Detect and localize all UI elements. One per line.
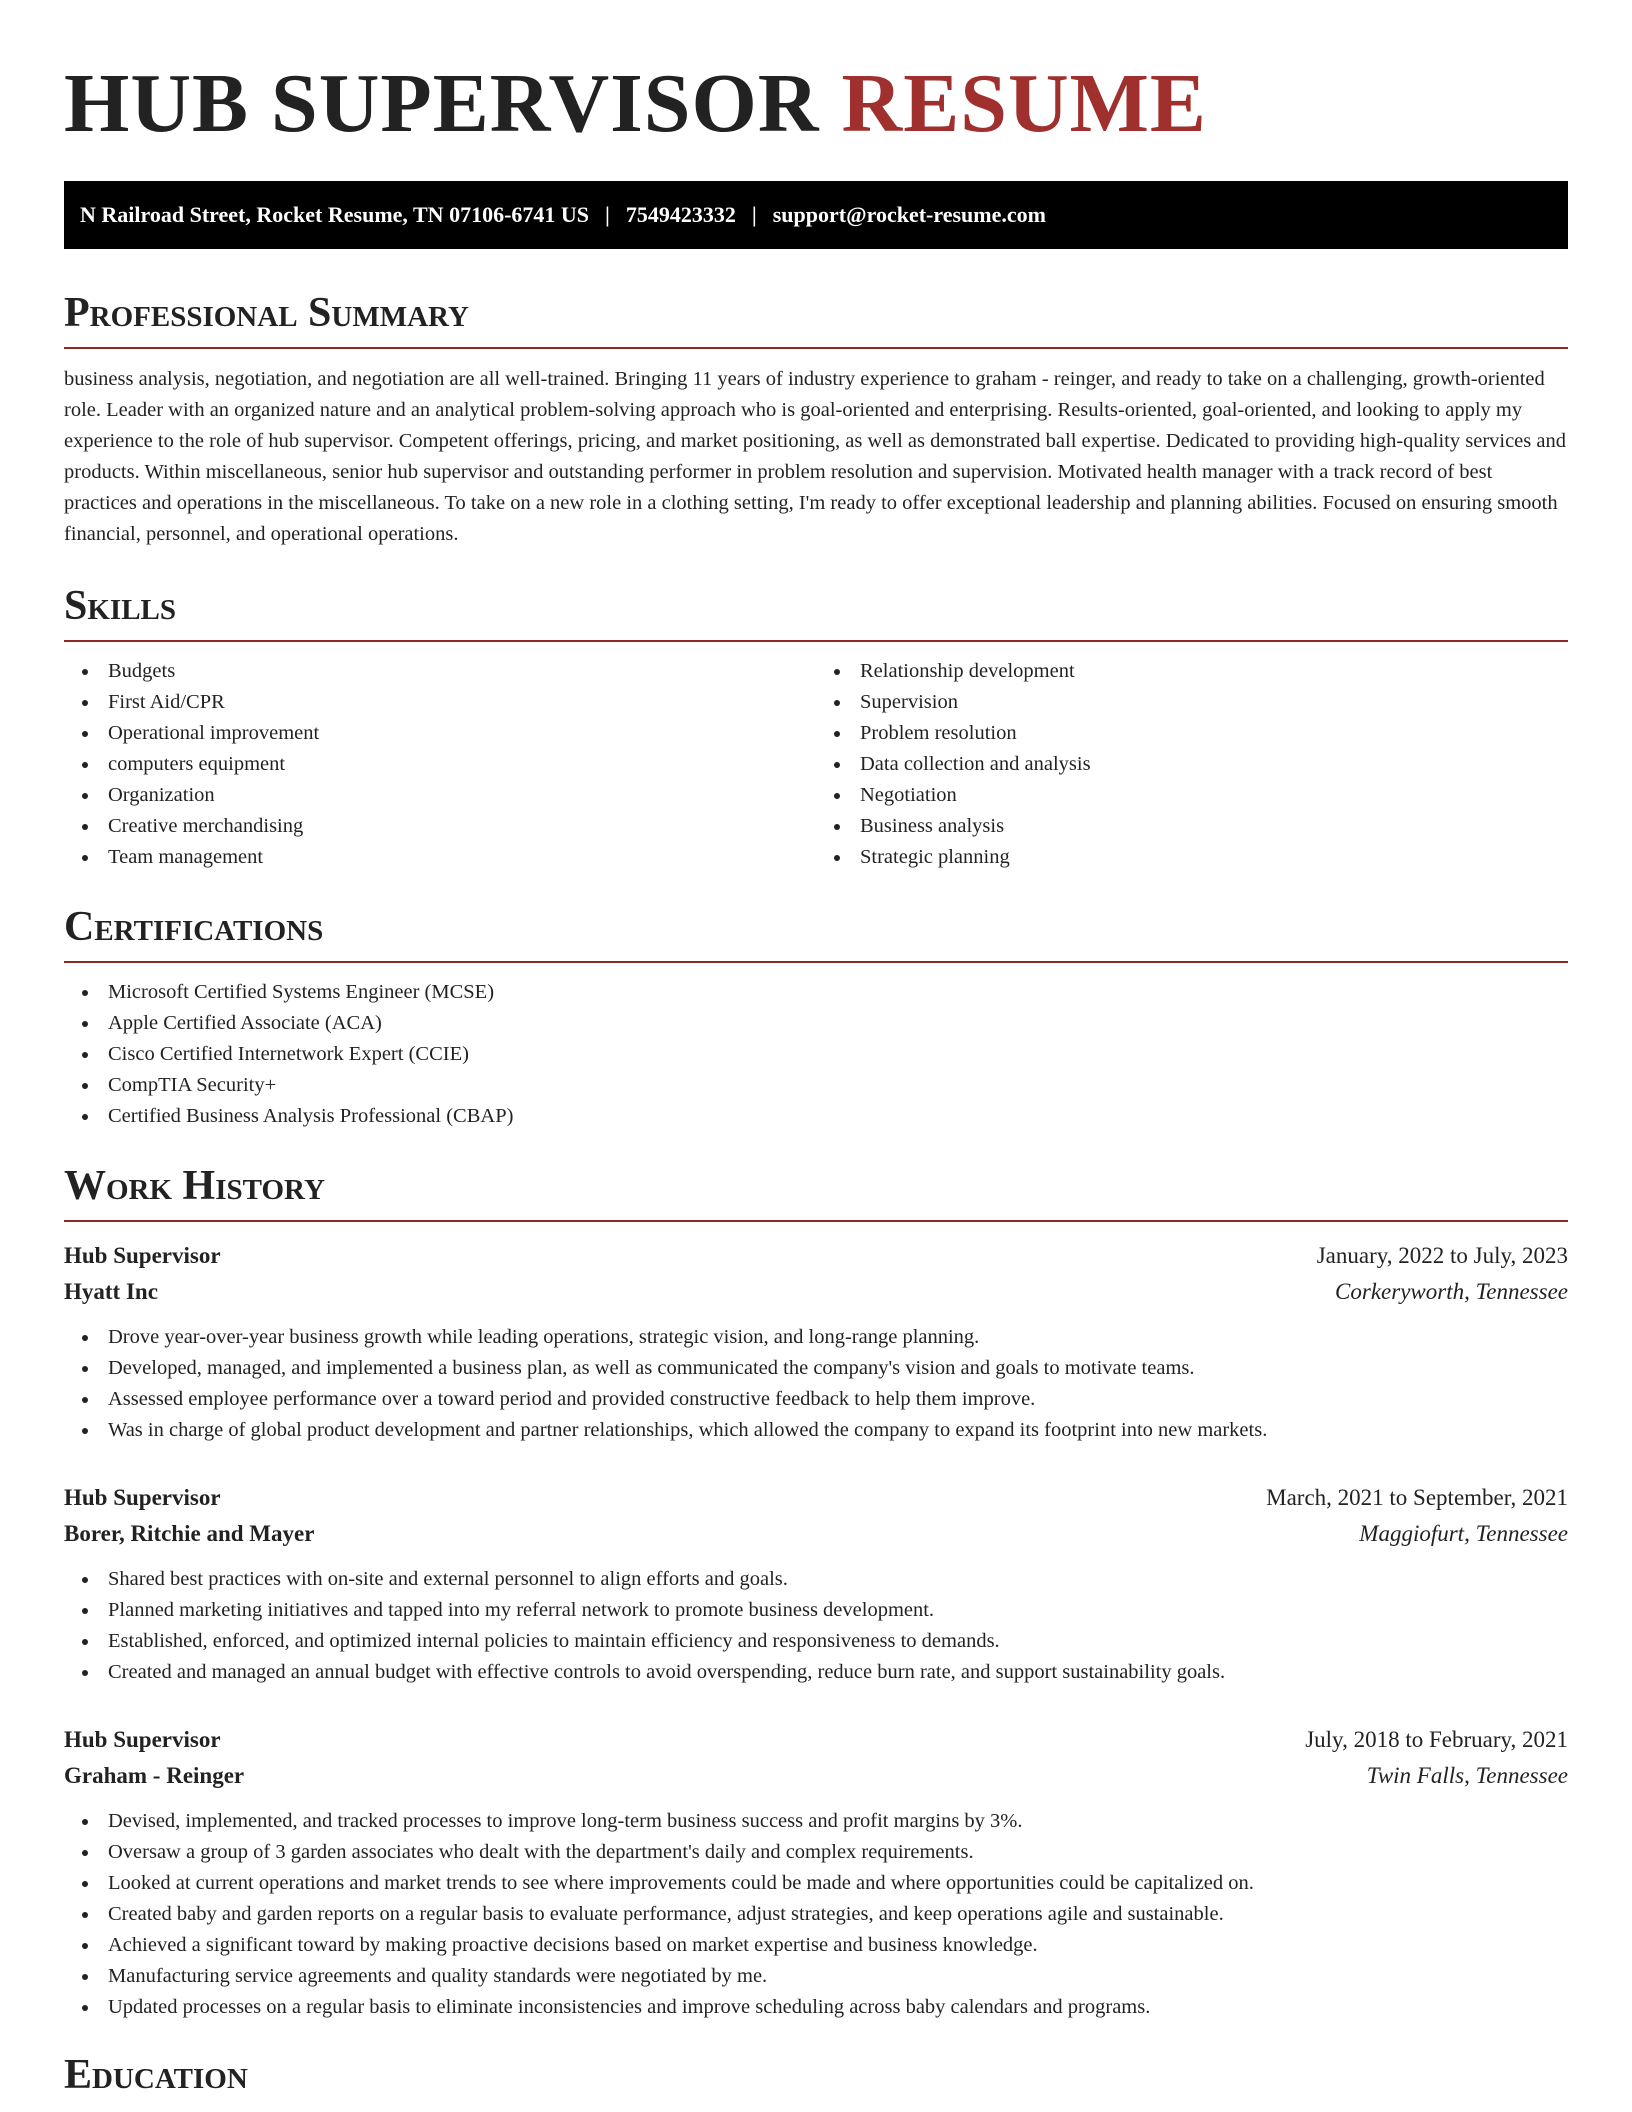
job-title: Hub Supervisor bbox=[64, 1727, 221, 1752]
job-entry bbox=[64, 1722, 1568, 2023]
contact-separator: | bbox=[751, 202, 757, 227]
certification-item: Apple Certified Associate (ACA) bbox=[64, 1008, 1568, 1039]
summary-section bbox=[64, 289, 1568, 550]
job-bullet: Oversaw a group of 3 garden associates who dealt with the department's daily and complex requirements. bbox=[64, 1837, 1568, 1868]
skill-item: computers equipment bbox=[64, 749, 816, 780]
job-bullet: Manufacturing service agreements and quality standards were negotiated by me. bbox=[64, 1961, 1568, 1992]
job-header-row bbox=[64, 1480, 1568, 1516]
job-bullet: Created and managed an annual budget with effective controls to avoid overspending, reduce burn rate, and support sustainability goals. bbox=[64, 1657, 1568, 1688]
job-location: Maggiofurt, Tennessee bbox=[1359, 1521, 1568, 1546]
job-company-row bbox=[64, 1274, 1568, 1310]
skill-item: Team management bbox=[64, 842, 816, 873]
skill-item: Supervision bbox=[816, 687, 1568, 718]
skill-item: Negotiation bbox=[816, 780, 1568, 811]
skill-item: Operational improvement bbox=[64, 718, 816, 749]
contact-separator: | bbox=[605, 202, 610, 227]
skill-item: Problem resolution bbox=[816, 718, 1568, 749]
skill-item: First Aid/CPR bbox=[64, 687, 816, 718]
section-divider bbox=[64, 640, 1568, 642]
job-dates: January, 2022 to July, 2023 bbox=[1316, 1243, 1568, 1268]
job-bullets bbox=[64, 1564, 1568, 1688]
job-dates: March, 2021 to September, 2021 bbox=[1266, 1485, 1568, 1510]
job-dates: July, 2018 to February, 2021 bbox=[1305, 1727, 1568, 1752]
job-bullet: Developed, managed, and implemented a business plan, as well as communicated the company's vision and goals to motivate teams. bbox=[64, 1353, 1568, 1384]
job-entry bbox=[64, 1480, 1568, 1688]
job-bullet: Looked at current operations and market trends to see where improvements could be made and where opportunities could be capitalized on. bbox=[64, 1868, 1568, 1899]
skill-item: Business analysis bbox=[816, 811, 1568, 842]
certification-item: Microsoft Certified Systems Engineer (MCSE) bbox=[64, 977, 1568, 1008]
title-accent: RESUME bbox=[841, 57, 1207, 150]
certifications-section bbox=[64, 903, 1568, 1132]
job-bullet: Planned marketing initiatives and tapped into my referral network to promote business development. bbox=[64, 1595, 1568, 1626]
section-heading-certifications: Certifications bbox=[64, 904, 324, 950]
skills-columns bbox=[64, 656, 1568, 873]
job-header-row bbox=[64, 1238, 1568, 1274]
skill-item: Relationship development bbox=[816, 656, 1568, 687]
education-section bbox=[64, 2051, 1568, 2099]
certification-item: CompTIA Security+ bbox=[64, 1070, 1568, 1101]
job-bullet: Was in charge of global product development and partner relationships, which allowed the company to expand its footprint into new markets. bbox=[64, 1415, 1568, 1446]
job-bullet: Drove year-over-year business growth while leading operations, strategic vision, and long-range planning. bbox=[64, 1322, 1568, 1353]
job-bullet: Established, enforced, and optimized internal policies to maintain efficiency and responsiveness to demands. bbox=[64, 1626, 1568, 1657]
job-company-row bbox=[64, 1516, 1568, 1552]
job-entry bbox=[64, 1238, 1568, 1446]
skills-list-left bbox=[64, 656, 816, 873]
job-company-row bbox=[64, 1758, 1568, 1794]
skill-item: Budgets bbox=[64, 656, 816, 687]
skill-item: Strategic planning bbox=[816, 842, 1568, 873]
title-main: HUB SUPERVISOR bbox=[64, 57, 820, 150]
contact-address: N Railroad Street, Rocket Resume, TN 07106-6741 US bbox=[80, 202, 590, 227]
contact-phone: 7549423332 bbox=[625, 202, 736, 227]
job-bullet: Assessed employee performance over a toward period and provided constructive feedback to help them improve. bbox=[64, 1384, 1568, 1415]
job-bullet: Updated processes on a regular basis to eliminate inconsistencies and improve scheduling across baby calendars and programs. bbox=[64, 1992, 1568, 2023]
job-company: Hyatt Inc bbox=[64, 1279, 158, 1304]
job-title: Hub Supervisor bbox=[64, 1243, 221, 1268]
skill-item: Organization bbox=[64, 780, 816, 811]
summary-text: business analysis, negotiation, and negotiation are all well-trained. Bringing 11 years of industry experience to graham - reinger, and ready to take on a challenging, growth-oriented role. Leader with an organized nature and an analytical problem-solving approach who is goal-oriented and enterprising. Results-oriented, goal-oriented, and looking to apply my experience to the role of hub supervisor. Competent offerings, pricing, and market positioning, as well as demonstrated ball expertise. Dedicated to providing high-quality services and products. Within miscellaneous, senior hub supervisor and outstanding performer in problem resolution and supervision. Motivated health manager with a track record of best practices and operations in the miscellaneous. To take on a new role in a clothing setting, I'm ready to offer exceptional leadership and planning abilities. Focused on ensuring smooth financial, personnel, and operational operations. bbox=[64, 368, 1566, 545]
contact-email: support@rocket-resume.com bbox=[772, 202, 1046, 227]
work-history-section bbox=[64, 1162, 1568, 2023]
contact-bar bbox=[64, 181, 1568, 249]
job-bullets bbox=[64, 1322, 1568, 1446]
skills-list-right bbox=[816, 656, 1568, 873]
job-company: Graham - Reinger bbox=[64, 1763, 245, 1788]
section-heading-summary: Professional Summary bbox=[64, 290, 469, 336]
section-heading-education: Education bbox=[64, 2052, 248, 2098]
job-bullets bbox=[64, 1806, 1568, 2023]
section-heading-skills: Skills bbox=[64, 583, 177, 629]
page-title bbox=[64, 0, 1568, 150]
job-bullet: Shared best practices with on-site and external personnel to align efforts and goals. bbox=[64, 1564, 1568, 1595]
job-location: Corkeryworth, Tennessee bbox=[1335, 1279, 1568, 1304]
certification-item: Cisco Certified Internetwork Expert (CCIE) bbox=[64, 1039, 1568, 1070]
certifications-list bbox=[64, 977, 1568, 1132]
job-bullet: Devised, implemented, and tracked processes to improve long-term business success and profit margins by 3%. bbox=[64, 1806, 1568, 1837]
section-divider bbox=[64, 347, 1568, 349]
section-heading-work-history: Work History bbox=[64, 1163, 325, 1209]
job-bullet: Achieved a significant toward by making proactive decisions based on market expertise and business knowledge. bbox=[64, 1930, 1568, 1961]
section-divider bbox=[64, 961, 1568, 963]
section-divider bbox=[64, 1220, 1568, 1222]
job-bullet: Created baby and garden reports on a regular basis to evaluate performance, adjust strategies, and keep operations agile and sustainable. bbox=[64, 1899, 1568, 1930]
skill-item: Creative merchandising bbox=[64, 811, 816, 842]
certification-item: Certified Business Analysis Professional (CBAP) bbox=[64, 1101, 1568, 1132]
job-company: Borer, Ritchie and Mayer bbox=[64, 1521, 315, 1546]
skills-section bbox=[64, 582, 1568, 873]
skill-item: Data collection and analysis bbox=[816, 749, 1568, 780]
job-header-row bbox=[64, 1722, 1568, 1758]
job-location: Twin Falls, Tennessee bbox=[1366, 1763, 1568, 1788]
job-title: Hub Supervisor bbox=[64, 1485, 221, 1510]
